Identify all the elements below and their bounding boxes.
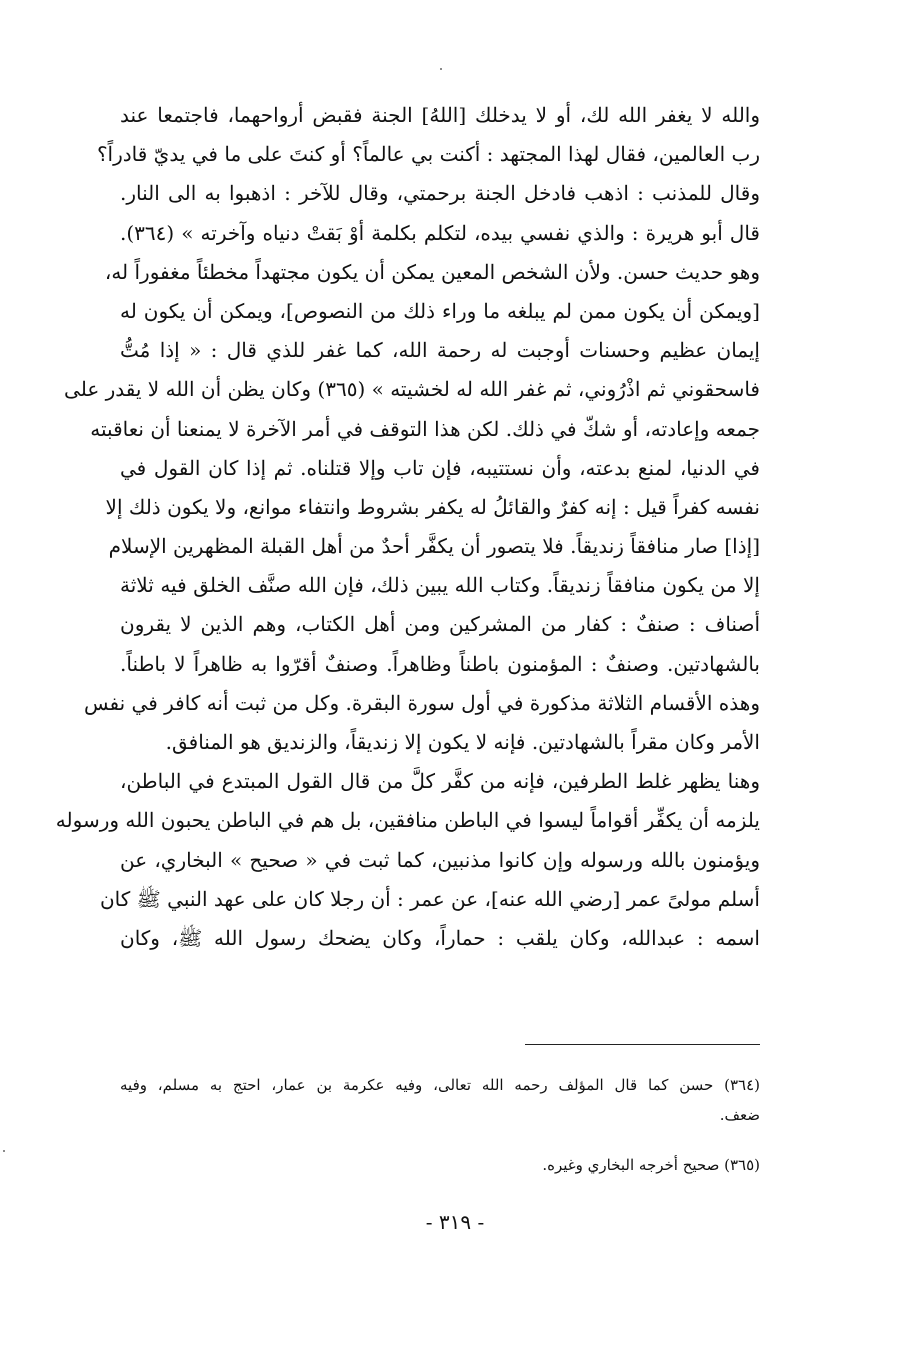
- scan-speck: [440, 68, 442, 70]
- footnote-line: ضعف.: [719, 1106, 760, 1124]
- main-text-block: [55, 96, 760, 958]
- body-line: [ويمكن أن يكون ممن لم يبلغه ما وراء ذلك من النصوص]، ويمكن أن يكون له: [120, 298, 760, 323]
- body-line: نفسه كفراً قيل : إنه كفرٌ والقائلُ له يكفر بشروط وانتفاء موانع، ولا يكون ذلك إلا: [105, 494, 760, 519]
- body-line: فاسحقوني ثم اذْرُوني، ثم غفر الله له لخشيته » (٣٦٥) وكان يظن أن الله لا يقدر على: [64, 377, 760, 402]
- body-line: وهذه الأقسام الثلاثة مذكورة في أول سورة البقرة. وكل من ثبت أنه كافر في نفس: [84, 690, 760, 715]
- body-line: قال أبو هريرة : والذي نفسي بيده، لتكلم بكلمة أوْ بَقتْ دنياه وآخرته » (٣٦٤).: [120, 220, 760, 245]
- body-line: رب العالمين، فقال لهذا المجتهد : أكنت بي عالماً؟ أو كنتَ على ما في يديّ قادراً؟: [96, 142, 760, 167]
- body-line: إلا من يكون منافقاً زنديقاً. وكتاب الله يبين ذلك، فإن الله صنَّف الخلق فيه ثلاثة: [120, 573, 760, 598]
- page-number: - ٣١٩ -: [425, 1210, 485, 1234]
- body-line: اسمه : عبدالله، وكان يلقب : حماراً، وكان يضحك رسول الله ﷺ، وكان: [120, 925, 760, 950]
- scan-speck: [3, 1150, 5, 1152]
- footnote-line: (٣٦٤) حسن كما قال المؤلف رحمه الله تعالى، وفيه عكرمة بن عمار، احتج به مسلم، وفيه: [120, 1076, 760, 1094]
- body-line: أصناف : صنفٌ : كفار من المشركين ومن أهل الكتاب، وهم الذين لا يقرون: [120, 612, 760, 637]
- footnote-separator: [525, 1044, 760, 1045]
- body-line: الأمر وكان مقراً بالشهادتين. فإنه لا يكون إلا زنديقاً، والزنديق هو المنافق.: [165, 730, 760, 754]
- footnote-line: (٣٦٥) صحيح أخرجه البخاري وغيره.: [542, 1156, 760, 1174]
- body-line: في الدنيا، لمنع بدعته، وأن نستتيبه، فإن تاب وإلا قتلناه. ثم إذا كان القول في: [120, 455, 760, 480]
- body-line: وهنا يظهر غلط الطرفين، فإنه من كفَّر كلَّ من قال القول المبتدع في الباطن،: [120, 769, 760, 794]
- body-line: بالشهادتين. وصنفٌ : المؤمنون باطناً وظاهراً. وصنفٌ أقرّوا به ظاهراً لا باطناً.: [120, 651, 760, 676]
- body-line: يلزمه أن يكفِّر أقواماً ليسوا في الباطن منافقين، بل هم في الباطن يحبون الله ورسوله: [55, 808, 760, 833]
- body-line: وهو حديث حسن. ولأن الشخص المعين يمكن أن يكون مجتهداً مخطئاً مغفوراً له،: [104, 259, 760, 284]
- body-line: ويؤمنون بالله ورسوله وإن كانوا مذنبين، كما ثبت في « صحيح » البخاري، عن: [120, 847, 760, 872]
- body-line: أسلم مولىً عمر [رضي الله عنه]، عن عمر : أن رجلا كان على عهد النبي ﷺ كان: [99, 886, 760, 911]
- body-line: جمعه وإعادته، أو شكّ في ذلك. لكن هذا التوقف في أمر الآخرة لا يمنعنا أن نعاقبته: [90, 416, 760, 441]
- footnotes-block: [120, 1070, 760, 1180]
- body-line: وقال للمذنب : اذهب فادخل الجنة برحمتي، وقال للآخر : اذهبوا به الى النار.: [120, 181, 760, 206]
- body-line: [إذا] صار منافقاً زنديقاً. فلا يتصور أن يكفَّر أحدٌ من أهل القبلة المظهرين الإسلام: [108, 534, 760, 559]
- body-line: إيمان عظيم وحسنات أوجبت له رحمة الله، كما غفر للذي قال : « إذا مُتُّ: [120, 338, 760, 363]
- body-line: والله لا يغفر الله لك، أو لا يدخلك [اللهُ] الجنة فقبض أرواحهما، فاجتمعا عند: [120, 103, 760, 127]
